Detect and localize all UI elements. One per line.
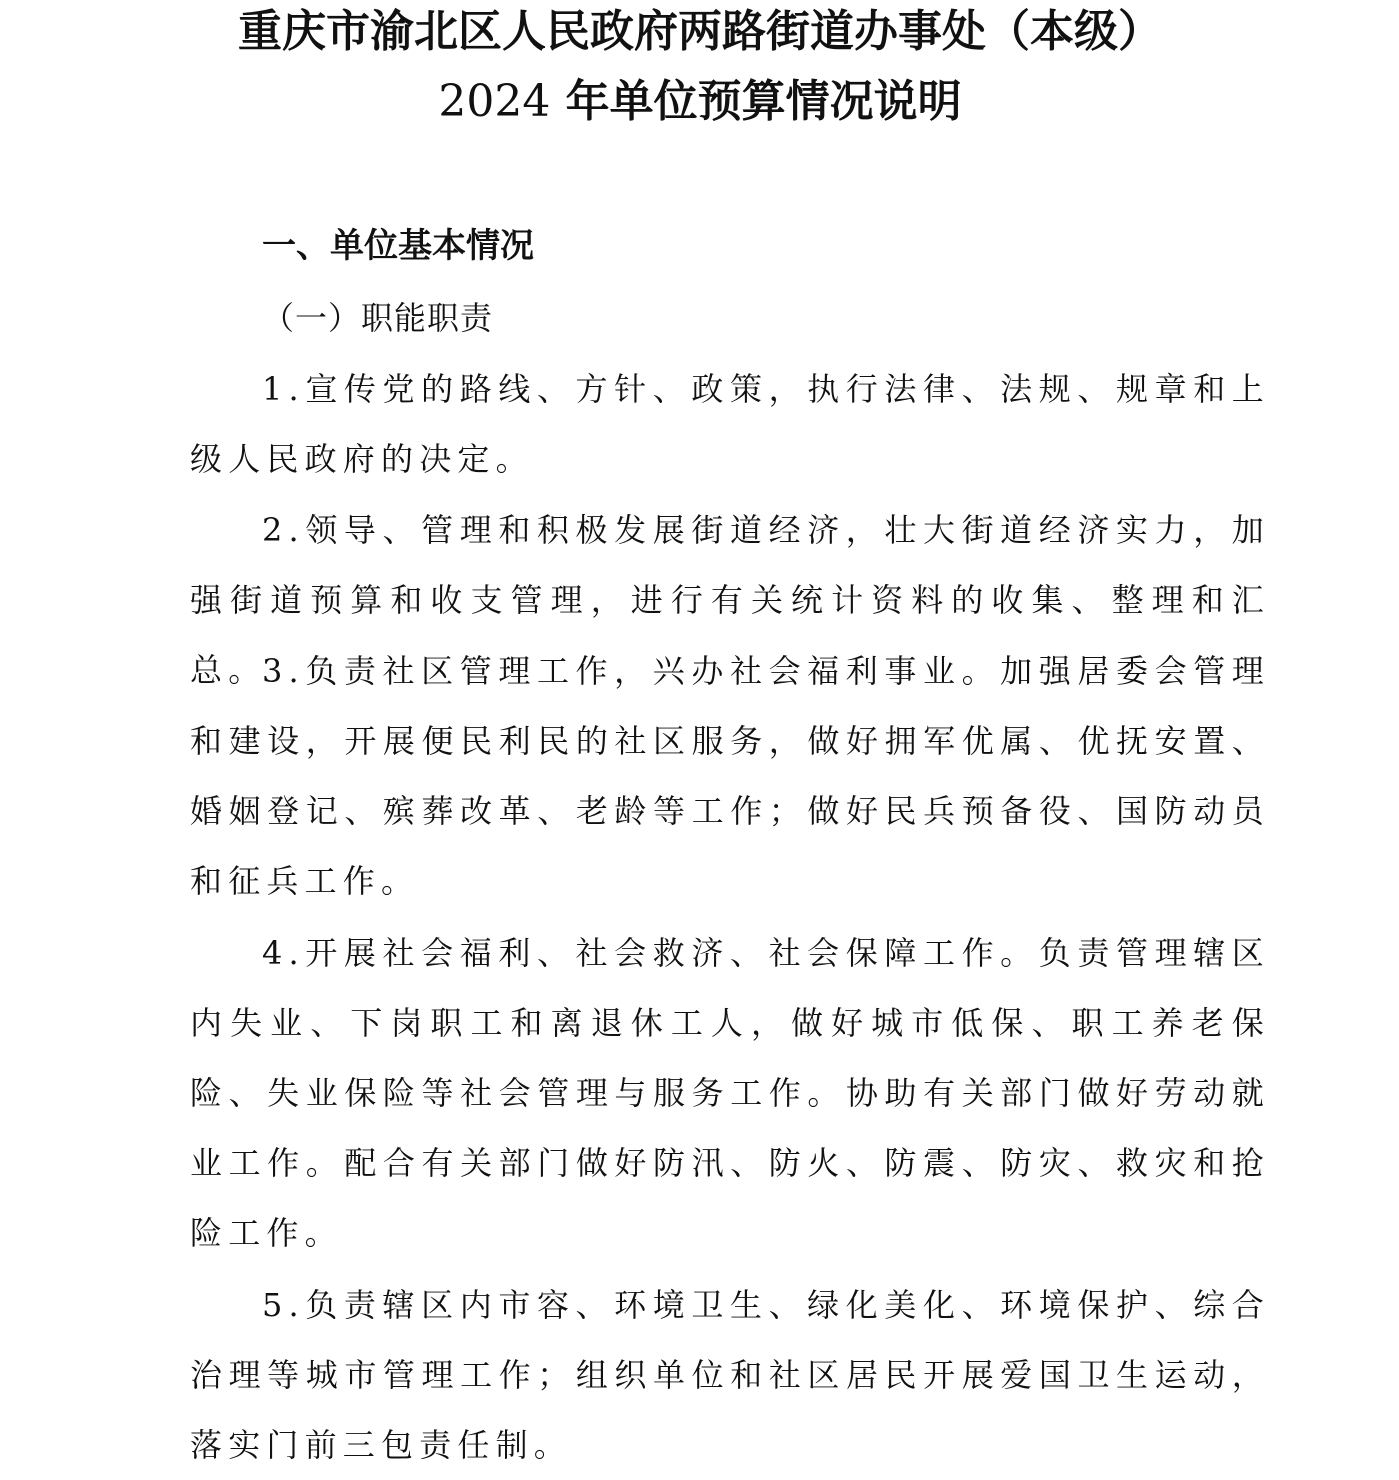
paragraph-5: 5.负责辖区内市容、环境卫生、绿化美化、环境保护、综合治理等城市管理工作；组织单位和社区居民开展爱国卫生运动，落实门前三包责任制。 xyxy=(190,1286,1270,1464)
paragraph-3: 3.负责社区管理工作，兴办社会福利事业。加强居委会管理和建设，开展便民利民的社区服务，做好拥军优属、优抚安置、婚姻登记、殡葬改革、老龄等工作；做好民兵预备役、国防动员和征兵工作。 xyxy=(190,652,1270,900)
document-title-line1: 重庆市渝北区人民政府两路街道办事处（本级） xyxy=(238,6,1162,57)
paragraph-1: 1.宣传党的路线、方针、政策，执行法律、法规、规章和上级人民政府的决定。 xyxy=(190,370,1270,478)
paragraph-2: 2.领导、管理和积极发展街道经济，壮大街道经济实力，加强街道预算和收支管理，进行有关统计资料的收集、整理和汇总。 xyxy=(190,511,1270,689)
section-heading: 一、单位基本情况 xyxy=(262,226,534,266)
title-line2-text: 年单位预算情况说明 xyxy=(550,76,962,127)
title-year: 2024 xyxy=(438,76,551,127)
subsection-heading: （一）职能职责 xyxy=(262,299,494,337)
paragraph-4: 4.开展社会福利、社会救济、社会保障工作。负责管理辖区内失业、下岗职工和离退休工人，做好城市低保、职工养老保险、失业保险等社会管理与服务工作。协助有关部门做好劳动就业工作。配合有关部门做好防汛、防火、防震、防灾、救灾和抢险工作。 xyxy=(190,934,1270,1252)
document-title-line2 xyxy=(150,72,1250,132)
